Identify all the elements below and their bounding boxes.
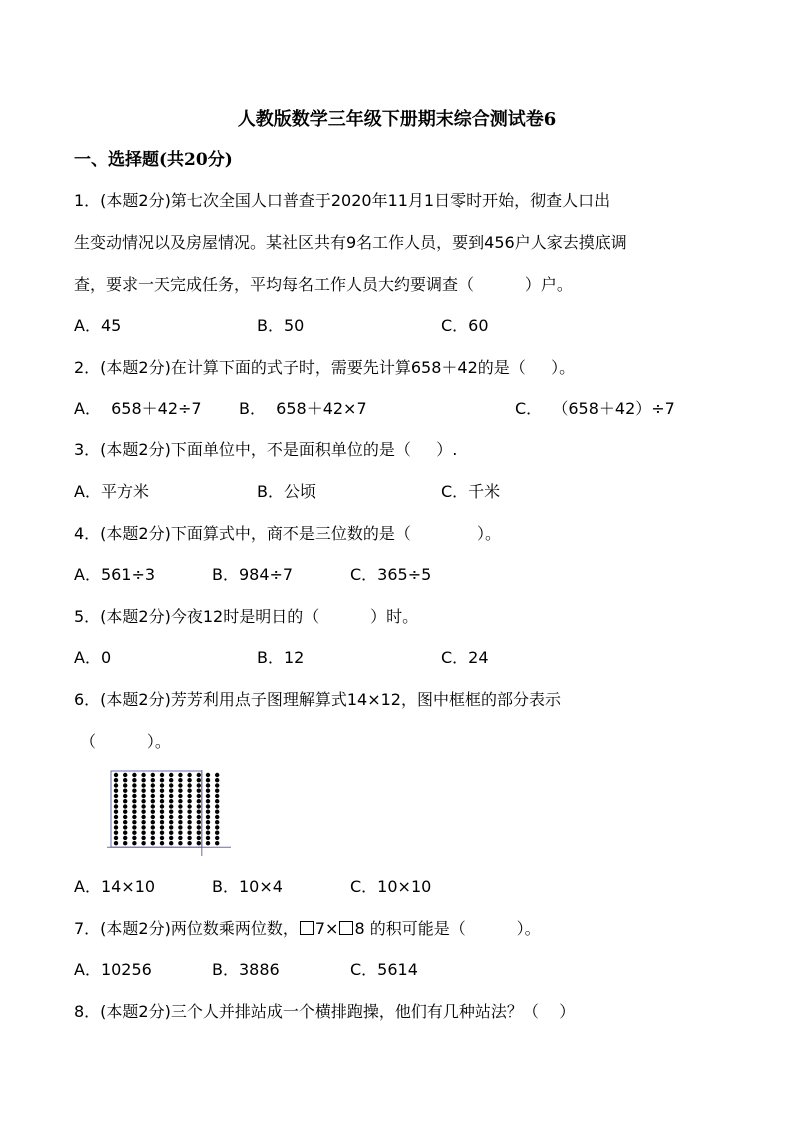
dot bbox=[160, 783, 164, 787]
dot bbox=[187, 836, 191, 840]
dot bbox=[187, 815, 191, 819]
dot bbox=[206, 810, 210, 814]
dot bbox=[215, 825, 219, 829]
dot bbox=[206, 841, 210, 845]
dot bbox=[123, 836, 127, 840]
dot bbox=[197, 773, 201, 777]
dot bbox=[215, 841, 219, 845]
dot bbox=[197, 799, 201, 803]
dot bbox=[141, 825, 145, 829]
dot bbox=[132, 778, 136, 782]
dot bbox=[141, 815, 145, 819]
dot bbox=[169, 820, 173, 824]
dot bbox=[197, 836, 201, 840]
dot bbox=[169, 825, 173, 829]
dot bbox=[160, 789, 164, 793]
q2-option-b: B． 658＋42×7 bbox=[239, 399, 367, 418]
dot bbox=[160, 799, 164, 803]
dot bbox=[141, 778, 145, 782]
dot bbox=[206, 815, 210, 819]
q2-option-a: A． 658＋42÷7 bbox=[74, 399, 202, 418]
dot bbox=[178, 794, 182, 798]
dot bbox=[123, 831, 127, 835]
dot bbox=[141, 799, 145, 803]
dot bbox=[215, 804, 219, 808]
dot bbox=[178, 831, 182, 835]
dot bbox=[151, 773, 155, 777]
dot bbox=[187, 778, 191, 782]
dot bbox=[151, 799, 155, 803]
dot bbox=[123, 778, 127, 782]
q4-option-c: C．365÷5 bbox=[350, 565, 432, 584]
dot bbox=[123, 804, 127, 808]
dot bbox=[132, 794, 136, 798]
dot bbox=[187, 804, 191, 808]
dot bbox=[141, 831, 145, 835]
q5-option-b: B．12 bbox=[257, 648, 305, 667]
q7-prefix: 7．(本题2分)两位数乘两位数， bbox=[74, 919, 299, 938]
dot bbox=[141, 804, 145, 808]
dot bbox=[178, 783, 182, 787]
blank-box-icon bbox=[300, 921, 314, 935]
dot bbox=[132, 799, 136, 803]
dot bbox=[141, 841, 145, 845]
dot bbox=[141, 836, 145, 840]
dot bbox=[114, 804, 118, 808]
dot-frame bbox=[111, 771, 202, 847]
dot bbox=[160, 836, 164, 840]
dot bbox=[160, 794, 164, 798]
q6-option-c: C．10×10 bbox=[350, 877, 432, 896]
dot bbox=[160, 831, 164, 835]
dot bbox=[178, 841, 182, 845]
dot bbox=[123, 815, 127, 819]
dot bbox=[114, 778, 118, 782]
dot bbox=[206, 836, 210, 840]
dot bbox=[187, 773, 191, 777]
section-heading: 一、选择题(共20分) bbox=[74, 150, 233, 170]
dot bbox=[160, 804, 164, 808]
dot bbox=[114, 799, 118, 803]
dot bbox=[178, 789, 182, 793]
q8-line1: 8．(本题2分)三个人并排站成一个横排跑操，他们有几种站法？（ ） bbox=[74, 1002, 576, 1021]
q4-option-b: B．984÷7 bbox=[212, 565, 294, 584]
dot bbox=[151, 820, 155, 824]
dot bbox=[187, 799, 191, 803]
dot bbox=[160, 773, 164, 777]
dot bbox=[151, 815, 155, 819]
dot-array-figure bbox=[107, 770, 231, 856]
dot bbox=[160, 820, 164, 824]
dot bbox=[215, 778, 219, 782]
q2-line1: 2．(本题2分)在计算下面的式子时，需要先计算658＋42的是（ ）。 bbox=[74, 358, 576, 377]
dot bbox=[215, 773, 219, 777]
dot bbox=[215, 789, 219, 793]
dot bbox=[215, 799, 219, 803]
dot bbox=[160, 778, 164, 782]
dot bbox=[197, 804, 201, 808]
q2-option-c: C． （658＋42）÷7 bbox=[515, 399, 675, 418]
dot bbox=[206, 799, 210, 803]
dot bbox=[215, 815, 219, 819]
dot bbox=[169, 778, 173, 782]
dot bbox=[114, 810, 118, 814]
q3-option-a: A．平方米 bbox=[74, 482, 149, 501]
dot bbox=[141, 810, 145, 814]
dot bbox=[169, 799, 173, 803]
dot bbox=[169, 783, 173, 787]
dot bbox=[187, 831, 191, 835]
dot bbox=[206, 794, 210, 798]
dot bbox=[114, 836, 118, 840]
dot bbox=[151, 804, 155, 808]
dot bbox=[160, 841, 164, 845]
q6-line1: 6．(本题2分)芳芳利用点子图理解算式14×12，图中框框的部分表示 bbox=[74, 690, 561, 709]
q5-option-a: A．0 bbox=[74, 648, 112, 667]
dot bbox=[178, 804, 182, 808]
q1-line3: 查，要求一天完成任务，平均每名工作人员大约要调查（ ）户。 bbox=[74, 275, 573, 294]
dot bbox=[141, 773, 145, 777]
q7-option-c: C．5614 bbox=[350, 960, 418, 979]
q5-line1: 5．(本题2分)今夜12时是明日的（ ）时。 bbox=[74, 607, 419, 626]
q3-option-b: B．公顷 bbox=[257, 482, 316, 501]
dot bbox=[151, 778, 155, 782]
dot bbox=[206, 820, 210, 824]
dot bbox=[114, 831, 118, 835]
dot bbox=[178, 836, 182, 840]
dot bbox=[151, 831, 155, 835]
q7-mid1: 7× bbox=[314, 919, 339, 938]
q4-line1: 4．(本题2分)下面算式中，商不是三位数的是（ ）。 bbox=[74, 524, 501, 543]
dot bbox=[197, 815, 201, 819]
dot bbox=[123, 773, 127, 777]
q5-option-c: C．24 bbox=[441, 648, 489, 667]
dot bbox=[178, 773, 182, 777]
dot bbox=[114, 841, 118, 845]
dot bbox=[178, 778, 182, 782]
dot bbox=[141, 820, 145, 824]
dot bbox=[151, 783, 155, 787]
dot bbox=[187, 783, 191, 787]
dot bbox=[178, 810, 182, 814]
dot bbox=[123, 789, 127, 793]
q4-option-a: A．561÷3 bbox=[74, 565, 156, 584]
q3-line1: 3．(本题2分)下面单位中，不是面积单位的是（ ）. bbox=[74, 440, 458, 459]
dot bbox=[206, 804, 210, 808]
dot bbox=[187, 825, 191, 829]
dot bbox=[178, 820, 182, 824]
dot bbox=[169, 841, 173, 845]
dot bbox=[178, 799, 182, 803]
dot bbox=[187, 794, 191, 798]
dot bbox=[169, 836, 173, 840]
dot bbox=[197, 841, 201, 845]
q7-mid2: 8 的积可能是（ ）。 bbox=[354, 919, 541, 938]
dot bbox=[114, 789, 118, 793]
dot bbox=[206, 831, 210, 835]
dot bbox=[151, 789, 155, 793]
dot bbox=[197, 778, 201, 782]
dot bbox=[123, 794, 127, 798]
dot bbox=[114, 773, 118, 777]
dot bbox=[206, 789, 210, 793]
dot bbox=[151, 794, 155, 798]
dot bbox=[123, 810, 127, 814]
dot bbox=[187, 820, 191, 824]
q6-option-b: B．10×4 bbox=[212, 877, 283, 896]
dot bbox=[132, 815, 136, 819]
dot bbox=[169, 804, 173, 808]
dot bbox=[215, 794, 219, 798]
dot bbox=[178, 825, 182, 829]
dot bbox=[141, 794, 145, 798]
dot bbox=[114, 825, 118, 829]
dot bbox=[215, 783, 219, 787]
dot bbox=[151, 841, 155, 845]
q7-line1 bbox=[74, 919, 541, 939]
dot bbox=[187, 789, 191, 793]
q1-option-b: B．50 bbox=[257, 316, 305, 335]
dot bbox=[169, 815, 173, 819]
dot bbox=[123, 820, 127, 824]
dot bbox=[206, 825, 210, 829]
dot bbox=[197, 810, 201, 814]
dot bbox=[197, 794, 201, 798]
dot bbox=[160, 810, 164, 814]
dot bbox=[132, 836, 136, 840]
dot bbox=[215, 820, 219, 824]
dot bbox=[151, 810, 155, 814]
dot bbox=[114, 783, 118, 787]
dot bbox=[123, 825, 127, 829]
dot bbox=[187, 810, 191, 814]
dot bbox=[132, 804, 136, 808]
q3-option-c: C．千米 bbox=[441, 482, 501, 501]
dot bbox=[206, 778, 210, 782]
q7-option-a: A．10256 bbox=[74, 960, 152, 979]
dot bbox=[151, 836, 155, 840]
q1-line1: 1．(本题2分)第七次全国人口普查于2020年11月1日零时开始，彻查人口出 bbox=[74, 191, 611, 210]
dot bbox=[123, 799, 127, 803]
dot bbox=[169, 810, 173, 814]
dot bbox=[197, 783, 201, 787]
dot bbox=[215, 810, 219, 814]
dot bbox=[141, 789, 145, 793]
dot bbox=[132, 783, 136, 787]
dot bbox=[187, 841, 191, 845]
dot bbox=[141, 783, 145, 787]
dot bbox=[132, 825, 136, 829]
q1-option-a: A．45 bbox=[74, 316, 122, 335]
dot bbox=[169, 773, 173, 777]
dot bbox=[197, 825, 201, 829]
dot bbox=[197, 789, 201, 793]
dot bbox=[206, 783, 210, 787]
dot bbox=[114, 815, 118, 819]
dot bbox=[123, 841, 127, 845]
q6-line2: （ ）。 bbox=[80, 732, 171, 751]
dot bbox=[151, 825, 155, 829]
dot bbox=[197, 820, 201, 824]
dot bbox=[197, 831, 201, 835]
page-title: 人教版数学三年级下册期末综合测试卷6 bbox=[237, 109, 557, 130]
dot bbox=[132, 820, 136, 824]
dot bbox=[178, 815, 182, 819]
dot bbox=[114, 820, 118, 824]
q1-option-c: C．60 bbox=[441, 316, 489, 335]
dot bbox=[160, 825, 164, 829]
q6-option-a: A．14×10 bbox=[74, 877, 156, 896]
blank-box-icon bbox=[339, 921, 353, 935]
dot bbox=[132, 841, 136, 845]
dot bbox=[169, 794, 173, 798]
q1-line2: 生变动情况以及房屋情况。某社区共有9名工作人员，要到456户人家去摸底调 bbox=[74, 233, 627, 252]
dot bbox=[215, 836, 219, 840]
dot bbox=[132, 831, 136, 835]
q7-option-b: B．3886 bbox=[212, 960, 280, 979]
dot bbox=[114, 794, 118, 798]
dot bbox=[132, 789, 136, 793]
dot bbox=[132, 773, 136, 777]
dot bbox=[123, 783, 127, 787]
dot bbox=[132, 810, 136, 814]
dot bbox=[160, 815, 164, 819]
dot bbox=[206, 773, 210, 777]
dot bbox=[169, 789, 173, 793]
dot bbox=[215, 831, 219, 835]
dot bbox=[169, 831, 173, 835]
